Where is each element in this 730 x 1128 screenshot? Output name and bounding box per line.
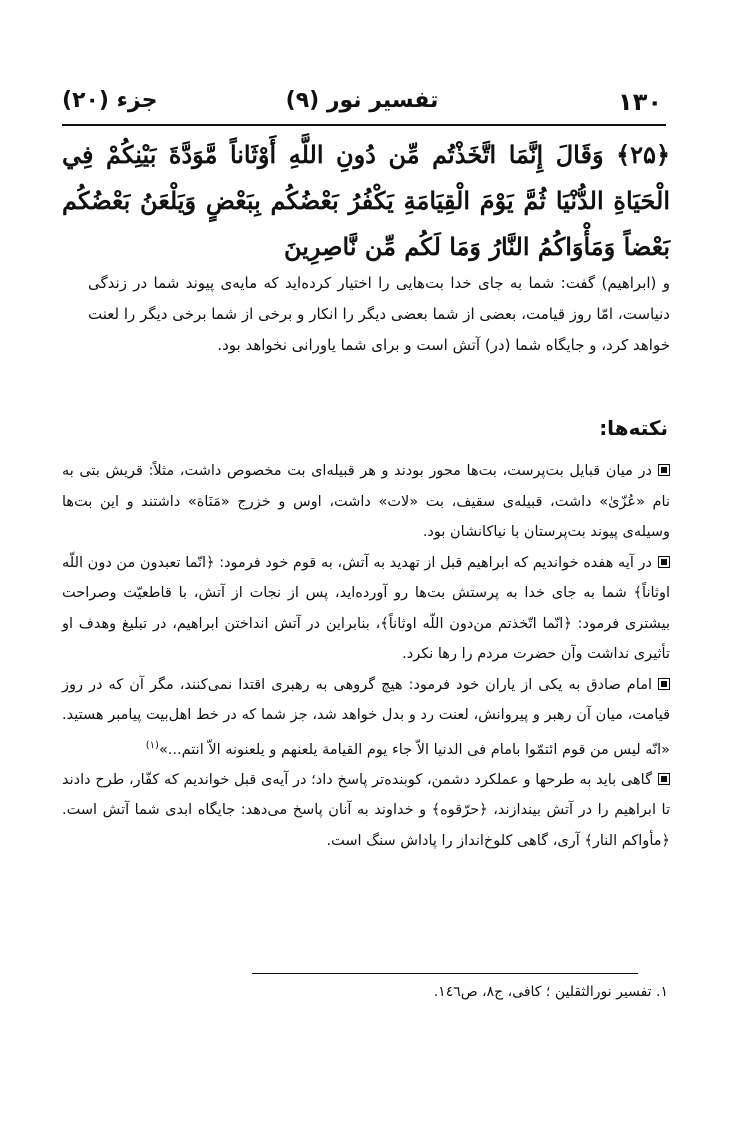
square-bullet-icon <box>658 464 670 476</box>
book-title: تفسیر نور (۹) <box>285 88 439 113</box>
note-text: در میان قبایل بت‌پرست، بت‌ها محور بودند و هر قبیله‌ای بت مخصوص داشت، مثلاً: قریش بتی به نام «عُزّیٰ» داشت، قبیله‌ی سقیف، بت «لات» داشت، اوس و خزرج «مَنَاة» داشتند و این بت‌ها وسیله‌ی پیوند بت‌پرستان با نیاکانشان بود. <box>62 463 670 540</box>
note-item <box>62 765 670 857</box>
note-item <box>62 548 670 670</box>
verse-number: ﴿۲۵﴾ <box>616 140 670 169</box>
notes-heading: نکته‌ها: <box>599 416 668 440</box>
header-rule <box>62 124 666 126</box>
note-text: گاهی باید به طرحها و عملکرد دشمن، کوبنده‌تر پاسخ داد؛ در آیه‌ی قبل خواندیم که کفّار، طرح دادند تا ابراهیم را در آتش بیندازند، ﴿حرّقوه﴾ و خداوند به آنان پاسخ می‌دهد: جایگاه ابدی شما آتش است. ﴿مأواکم النار﴾ آری، گاهی کلوخ‌انداز را پاداش سنگ است. <box>62 771 670 849</box>
square-bullet-icon <box>658 678 670 690</box>
quran-verse <box>62 132 670 270</box>
footnote-reference: (۱) <box>145 739 159 751</box>
page-number: ۱۳۰ <box>618 88 662 116</box>
verse-line: بَعْضُكُم بَعْضاً وَمَأْوَاكُمُ النَّارُ وَمَا لَكُم مِّن نَّاصِرِينَ <box>62 186 670 261</box>
square-bullet-icon <box>658 556 670 568</box>
verse-line: الدُّنْيَا ثُمَّ يَوْمَ الْقِيَامَةِ يَكْفُرُ بَعْضُكُم بِبَعْضٍ وَيَلْعَنُ <box>140 186 604 215</box>
note-item <box>62 670 670 765</box>
footnote: ۱. تفسیر نورالثقلین ؛ کافی، ج۸، ص۱٤٦. <box>433 984 668 1000</box>
note-item <box>62 456 670 548</box>
notes-list <box>62 456 670 856</box>
note-text: امام صادق به یکی از یاران خود فرمود: هیچ گروهی به رهبری اقتدا نمی‌کنند، مگر آن که در روز قیامت، میان آن رهبر و پیروانش، لعنت رد و بدل خواهد شد، جز شما که در خط اهل‌بیت پیامبر هستید. «انّه لیس من قوم ائتمّوا بامام فی الدنیا الاّ جاء یوم القیامة یلعنهم و یلعنونه الاّ انتم...» <box>62 676 670 758</box>
verse-translation: و (ابراهیم) گفت: شما به جای خدا بت‌هایی را اختیار کرده‌اید که مایه‌ی پیوند شما در زندگی دنیاست، امّا روز قیامت، بعضی از شما بعضی دیگر را انکار و برخی از شما برخی دیگر را لعنت خواهد کرد، و جایگاه شما (در) آتش است و برای شما یاورانی نخواهد بود. <box>88 274 670 354</box>
part-number: جزء (۲۰) <box>62 88 158 113</box>
page-header <box>62 88 662 122</box>
footnote-rule <box>252 973 638 974</box>
note-text: در آیه هفده خواندیم که ابراهیم قبل از تهدید به آتش، به قوم خود فرمود: ﴿انّما تعبدون من دون اللّه اوثاناً﴾ شما به جای خدا به پرستش بت‌ها رو آورده‌اید، پس از نجات از آتش، با قاطعیّت وصراحت بیشتری فرمود: ﴿انّما اتّخذتم من‌دون اللّه اوثاناً﴾، بنابراین در آتش انداختن ابراهیم، در تبلیغ وهدف او تأثیری نداشت وآن حضرت مردم را رها نکرد. <box>62 554 670 662</box>
verse-line: وَقَالَ إِنَّمَا اتَّخَذْتُم مِّن دُونِ اللَّهِ أَوْثَاناً مَّوَدَّةَ بَيْنِكُمْ فِي الْحَيَاةِ <box>62 140 670 215</box>
square-bullet-icon <box>658 773 670 785</box>
